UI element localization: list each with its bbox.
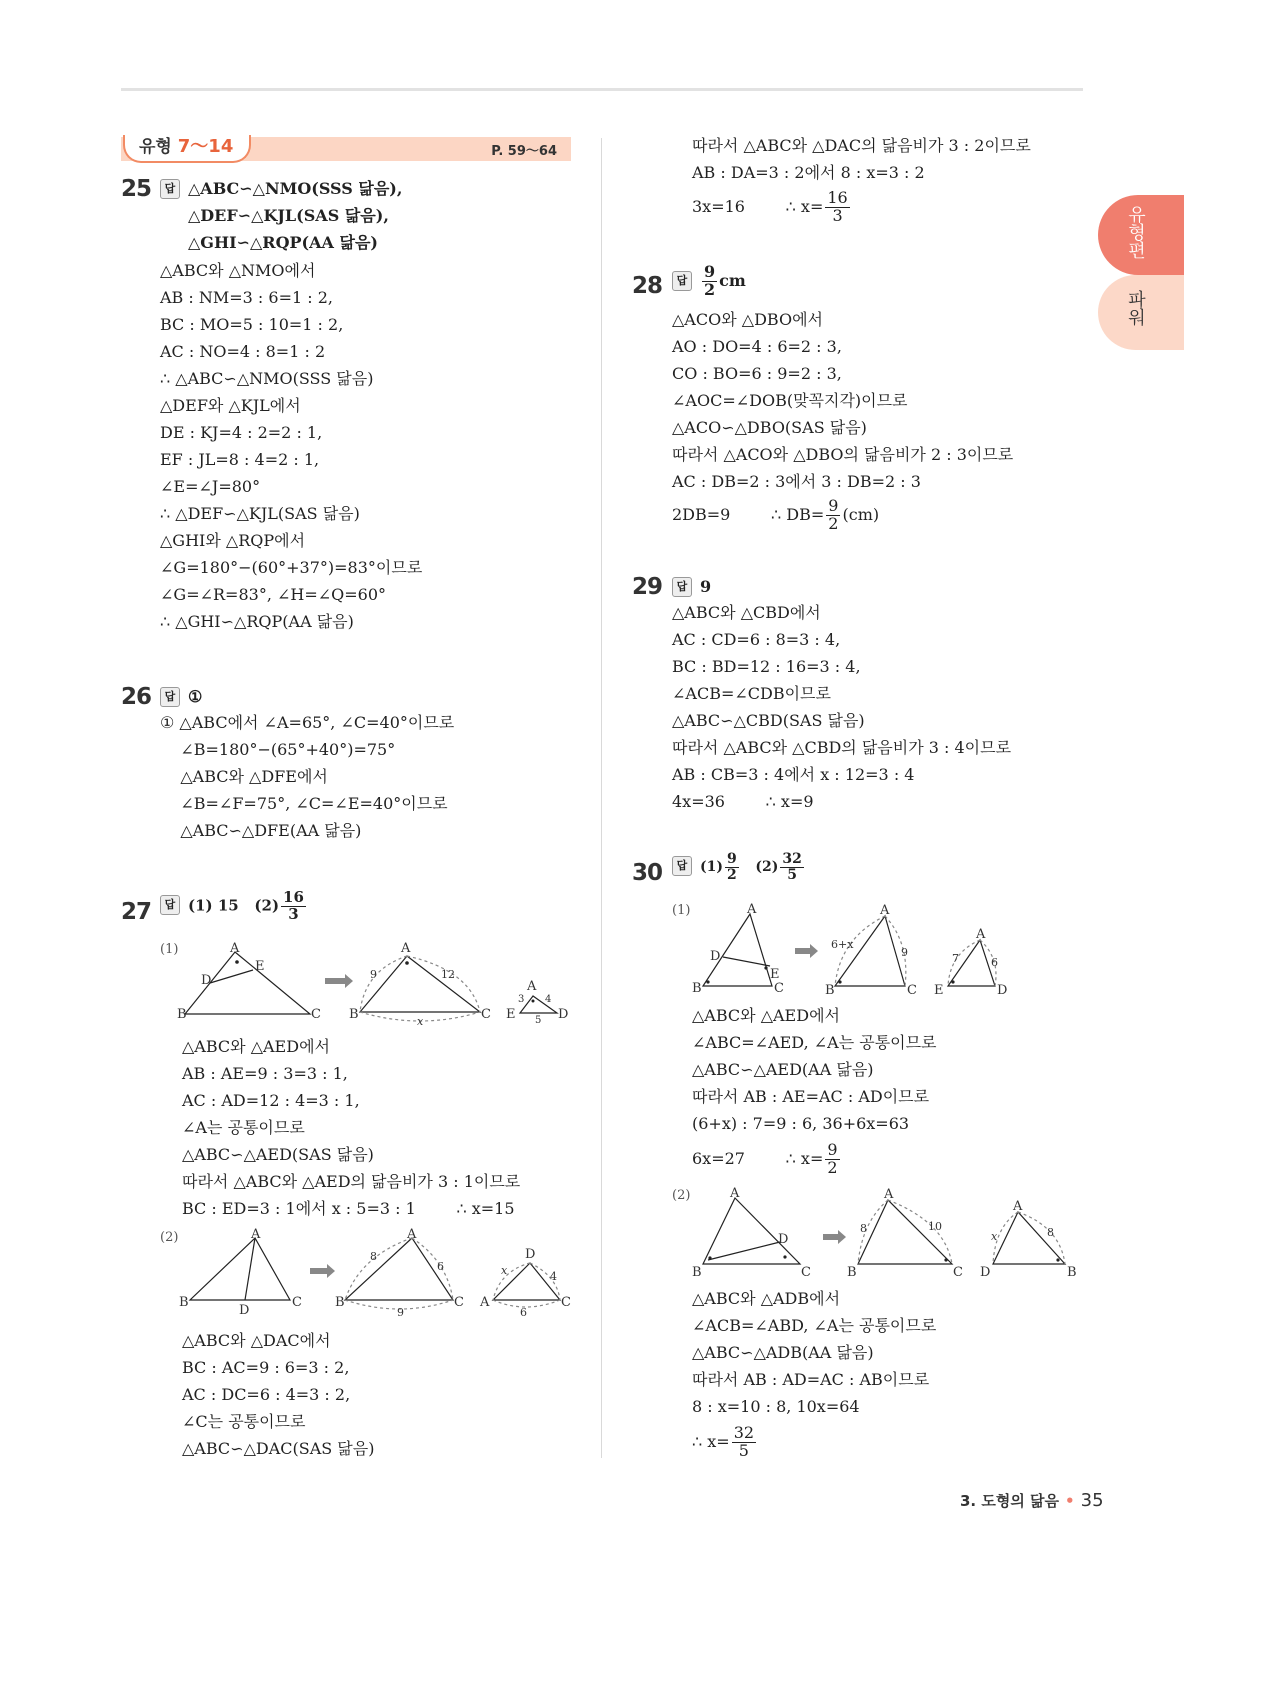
solution-line: DE : KJ=4 : 2=2 : 1, [160,423,323,442]
solution-line: BC : ED=3 : 1에서 x : 5=3 : 1 ∴ x=15 [182,1199,515,1218]
solution-line: AB : CB=3 : 4에서 x : 12=3 : 4 [672,765,915,784]
solution-line: △ACO와 △DBO에서 [672,310,823,329]
solution-line: BC : MO=5 : 10=1 : 2, [160,315,344,334]
solution-line: 8 : x=10 : 8, 10x=64 [692,1397,860,1416]
answer-29: 답 9 [672,573,711,600]
solution-30-1 [692,1002,937,1137]
svg-text:7: 7 [952,952,959,965]
answer-badge: 답 [160,179,180,199]
svg-text:9: 9 [397,1306,404,1319]
triangle-aed [520,996,557,1013]
arrow-icon [795,944,818,958]
svg-text:B: B [179,1295,189,1310]
solution-line: △GHI와 △RQP에서 [160,531,306,550]
solution-line: 따라서 △ABC와 △DAC의 닮음비가 3 : 2이므로 [692,136,1031,155]
arrow-icon [325,974,353,988]
answer-28: 답 $\frac{9}{2}$ cm [672,264,746,299]
svg-text:D: D [239,1303,250,1318]
svg-text:8: 8 [860,1222,867,1235]
type-banner [121,137,571,161]
solution-25 [160,257,422,635]
svg-text:8: 8 [370,1250,377,1263]
svg-text:C: C [292,1295,302,1310]
svg-text:5: 5 [535,1015,542,1025]
side-tab-type-label: 유형편 [1125,205,1146,259]
solution-line: △ABC∽△AED(SAS 닮음) [182,1145,374,1164]
solution-line: △ABC와 △NMO에서 [160,261,316,280]
solution-line: ∠G=180°−(60°+37°)=83°이므로 [160,558,423,577]
solution-line: ① △ABC에서 ∠A=65°, ∠C=40°이므로 [160,713,455,732]
solution-line: BC : AC=9 : 6=3 : 2, [182,1358,350,1377]
svg-text:C: C [311,1007,321,1022]
solution-26 [160,709,454,844]
svg-text:A: A [880,903,890,918]
svg-text:D: D [997,983,1008,998]
svg-text:C: C [907,983,917,998]
svg-text:E: E [506,1007,516,1022]
svg-text:A: A [976,927,986,942]
page-reference: P. 59～64 [491,144,557,159]
solution-line: AB : NM=3 : 6=1 : 2, [160,288,333,307]
solution-line: △ABC와 △DAC에서 [182,1331,331,1350]
svg-text:B: B [825,983,835,998]
svg-text:C: C [953,1265,963,1280]
solution-27-final: 3x=16 ∴ x= $\frac{16}{3}$ [692,188,848,225]
svg-text:6: 6 [437,1260,444,1273]
svg-text:B: B [335,1295,345,1310]
solution-line: ∠E=∠J=80° [160,477,261,496]
side-tab-type[interactable] [1098,195,1184,275]
solution-30-1-final: 6x=27 ∴ x= $\frac{9}{2}$ [692,1140,838,1177]
svg-text:A: A [747,902,757,917]
svg-text:4: 4 [550,1270,557,1283]
svg-text:E: E [934,983,944,998]
sub-label-30-1: (1) [672,903,691,918]
svg-text:9: 9 [370,968,377,981]
svg-text:x: x [991,1230,998,1243]
svg-text:12: 12 [441,968,455,981]
solution-30-2 [692,1285,936,1420]
solution-line: ∠ABC=∠AED, ∠A는 공통이므로 [692,1033,937,1052]
answer-30: 답 (1) $\frac{9}{2}$ (2) $\frac{32}{5}$ [672,852,806,882]
type-tag: 유형 7～14 [123,135,251,163]
problem-number-29: 29 [632,574,663,600]
figure-27-1 [175,940,595,1025]
svg-text:9: 9 [901,946,908,959]
sub-label-27-1: (1) [160,942,179,957]
svg-text:A: A [730,1186,740,1201]
svg-text:A: A [407,1227,417,1242]
sub-label-30-2: (2) [672,1188,691,1203]
solution-27-1 [182,1033,520,1222]
solution-30-2-final: ∴ x= $\frac{32}{5}$ [692,1423,755,1460]
problem-number-25: 25 [121,176,152,202]
svg-text:C: C [454,1295,464,1310]
figure-30-1 [690,898,1020,1000]
svg-text:B: B [349,1007,359,1022]
answer-26: 답 ① [160,683,202,710]
svg-text:A: A [251,1227,261,1242]
solution-line: △ABC와 △ADB에서 [692,1289,841,1308]
solution-line: AB : AE=9 : 3=3 : 1, [182,1064,348,1083]
svg-text:A: A [401,941,411,956]
solution-line: △ABC와 △AED에서 [182,1037,330,1056]
page-footer: 3. 도형의 닮음 • 35 [960,1490,1104,1511]
problem-number-26: 26 [121,684,152,710]
svg-text:x: x [417,1015,424,1025]
svg-text:D: D [980,1265,991,1280]
solution-line: EF : JL=8 : 4=2 : 1, [160,450,320,469]
svg-text:10: 10 [928,1220,942,1233]
solution-27-continued [692,132,1031,186]
solution-line: ∴ △GHI∽△RQP(AA 닮음) [160,612,354,631]
solution-line: △ABC∽△DFE(AA 닮음) [160,821,362,840]
solution-line: ∠A는 공통이므로 [182,1118,305,1137]
svg-text:A: A [884,1187,894,1202]
solution-line: △ACO∽△DBO(SAS 닮음) [672,418,867,437]
solution-line: AB : DA=3 : 2에서 8 : x=3 : 2 [692,163,925,182]
segment-de [210,970,253,983]
solution-line: AO : DO=4 : 6=2 : 3, [672,337,842,356]
solution-line: ∠AOC=∠DOB(맞꼭지각)이므로 [672,391,908,410]
side-tab-power-label: 파워 [1125,290,1146,326]
arrow-icon [310,1264,335,1278]
solution-line: ∴ △DEF∽△KJL(SAS 닮음) [160,504,360,523]
solution-line: (6+x) : 7=9 : 6, 36+6x=63 [692,1114,910,1133]
solution-line: ∠C는 공통이므로 [182,1412,306,1431]
svg-text:E: E [255,959,265,974]
top-rule [121,88,1083,91]
solution-line: ∠B=∠F=75°, ∠C=∠E=40°이므로 [160,794,448,813]
solution-27-2 [182,1327,374,1462]
svg-text:D: D [558,1007,569,1022]
sub-label-27-2: (2) [160,1230,179,1245]
solution-line: △ABC∽△ADB(AA 닮음) [692,1343,874,1362]
solution-line: ∴ △ABC∽△NMO(SSS 닮음) [160,369,374,388]
svg-text:B: B [692,981,702,996]
svg-text:C: C [774,981,784,996]
svg-text:B: B [1067,1265,1077,1280]
svg-text:4: 4 [545,994,552,1005]
svg-text:D: D [525,1247,536,1262]
side-tab-power[interactable] [1098,275,1184,350]
solution-line: ∠G=∠R=83°, ∠H=∠Q=60° [160,585,387,604]
figure-30-2 [690,1182,1090,1282]
svg-text:8: 8 [1047,1226,1054,1239]
solution-line: AC : DB=2 : 3에서 3 : DB=2 : 3 [672,472,921,491]
solution-line: △ABC∽△CBD(SAS 닮음) [672,711,865,730]
svg-text:6+x: 6+x [831,938,854,951]
svg-text:C: C [481,1007,491,1022]
solution-line: △ABC와 △DFE에서 [160,767,328,786]
solution-line: 4x=36 ∴ x=9 [672,792,814,811]
arrow-icon [823,1230,846,1244]
solution-line: 따라서 △ACO와 △DBO의 닮음비가 2 : 3이므로 [672,445,1014,464]
svg-text:6: 6 [991,956,998,969]
solution-29 [672,599,1011,815]
figure-27-2 [175,1226,595,1321]
solution-28 [672,306,1013,495]
svg-text:6: 6 [520,1306,527,1319]
svg-text:B: B [692,1265,702,1280]
solution-line: BC : BD=12 : 16=3 : 4, [672,657,861,676]
solution-line: AC : AD=12 : 4=3 : 1, [182,1091,360,1110]
solution-line: 따라서 △ABC와 △CBD의 닮음비가 3 : 4이므로 [672,738,1012,757]
svg-text:A: A [230,941,240,956]
answer-27: 답 (1) 15 (2) $\frac{16}{3}$ [160,890,308,923]
solution-line: △DEF와 △KJL에서 [160,396,301,415]
svg-text:E: E [770,967,780,982]
solution-line: △ABC∽△DAC(SAS 닮음) [182,1439,375,1458]
svg-text:B: B [847,1265,857,1280]
svg-text:3: 3 [518,994,525,1005]
solution-line: 따라서 AB : AD=AC : AB이므로 [692,1370,930,1389]
problem-number-28: 28 [632,273,663,299]
solution-line: △ABC∽△AED(AA 닮음) [692,1060,874,1079]
solution-line: ∠B=180°−(65°+40°)=75° [160,740,396,759]
svg-text:B: B [177,1007,187,1022]
column-divider [601,138,602,1458]
solution-line: 따라서 AB : AE=AC : AD이므로 [692,1087,930,1106]
svg-text:A: A [480,1295,490,1310]
solution-line: 따라서 △ABC와 △AED의 닮음비가 3 : 1이므로 [182,1172,521,1191]
svg-text:D: D [710,949,721,964]
page-number: 35 [1080,1490,1104,1511]
solution-line: △ABC와 △AED에서 [692,1006,840,1025]
solution-line: CO : BO=6 : 9=2 : 3, [672,364,842,383]
problem-number-30: 30 [632,860,663,886]
svg-text:C: C [561,1295,571,1310]
svg-text:A: A [1013,1199,1023,1214]
solution-line: ∠ACB=∠CDB이므로 [672,684,831,703]
solution-line: △ABC와 △CBD에서 [672,603,821,622]
svg-text:x: x [501,1264,508,1277]
solution-line: AC : NO=4 : 8=1 : 2 [160,342,326,361]
solution-line: AC : DC=6 : 4=3 : 2, [182,1385,351,1404]
triangle-abc-2 [360,956,480,1012]
svg-text:A: A [527,979,537,994]
solution-line: AC : CD=6 : 8=3 : 4, [672,630,841,649]
svg-text:D: D [201,973,212,988]
svg-text:D: D [778,1232,789,1247]
answer-25: 답 △ABC∽△NMO(SSS 닮음), △DEF∽△KJL(SAS 닮음), △GHI∽△RQP(AA 닮음) [160,175,402,256]
solution-line: ∠ACB=∠ABD, ∠A는 공통이므로 [692,1316,937,1335]
solution-28-final: 2DB=9 ∴ DB= $\frac{9}{2}$ (cm) [672,496,880,533]
svg-text:C: C [801,1265,811,1280]
problem-number-27: 27 [121,899,152,925]
